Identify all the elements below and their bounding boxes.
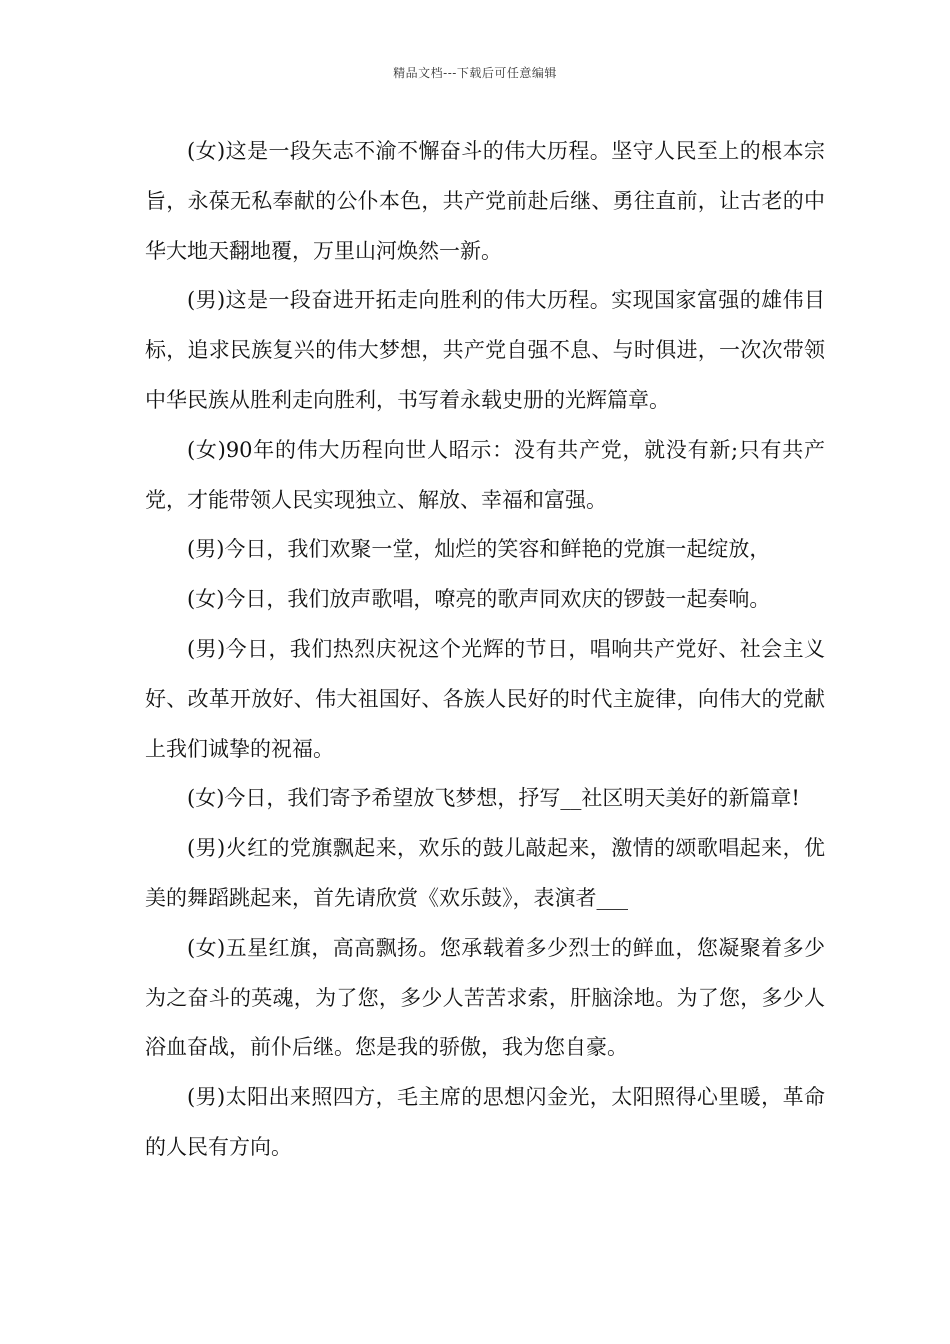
paragraph-9: (女)五星红旗，高高飘扬。您承载着多少烈士的鲜血，您凝聚着多少为之奋斗的英魂，为了您，多少人苦苦求索，肝脑涂地。为了您，多少人浴血奋战，前仆后继。您是我的骄傲，我为您自豪。 (145, 935, 825, 1060)
paragraph-1: (女)这是一段矢志不渝不懈奋斗的伟大历程。坚守人民至上的根本宗旨，永葆无私奉献的公仆本色，共产党前赴后继、勇往直前，让古老的中华大地天翻地覆，万里山河焕然一新。 (145, 139, 825, 263)
paragraph-6: (男)今日，我们热烈庆祝这个光辉的节日，唱响共产党好、社会主义好、改革开放好、伟大祖国好、各族人民好的时代主旋律，向伟大的党献上我们诚挚的祝福。 (145, 636, 825, 761)
page-header: 精品文档---下载后可任意编辑 (393, 66, 557, 80)
paragraph-8: (男)火红的党旗飘起来，欢乐的鼓儿敲起来，激情的颂歌唱起来，优美的舞蹈跳起来，首先请欣赏《欢乐鼓》，表演者___ (145, 836, 825, 910)
paragraph-2: (男)这是一段奋进开拓走向胜利的伟大历程。实现国家富强的雄伟目标，追求民族复兴的伟大梦想，共产党自强不息、与时俱进，一次次带领中华民族从胜利走向胜利，书写着永载史册的光辉篇章。 (145, 288, 825, 412)
paragraph-5: (女)今日，我们放声歌唱，嘹亮的歌声同欢庆的锣鼓一起奏响。 (187, 587, 771, 612)
paragraph-4: (男)今日，我们欢聚一堂，灿烂的笑容和鲜艳的党旗一起绽放， (187, 537, 771, 562)
paragraph-3: (女)90年的伟大历程向世人昭示：没有共产党，就没有新;只有共产党，才能带领人民实现独立、解放、幸福和富强。 (145, 437, 825, 512)
document-body (145, 127, 825, 1173)
paragraph-7: (女)今日，我们寄予希望放飞梦想，抒写__社区明天美好的新篇章! (187, 786, 800, 811)
paragraph-10: (男)太阳出来照四方，毛主席的思想闪金光，太阳照得心里暖，革命的人民有方向。 (145, 1085, 825, 1159)
